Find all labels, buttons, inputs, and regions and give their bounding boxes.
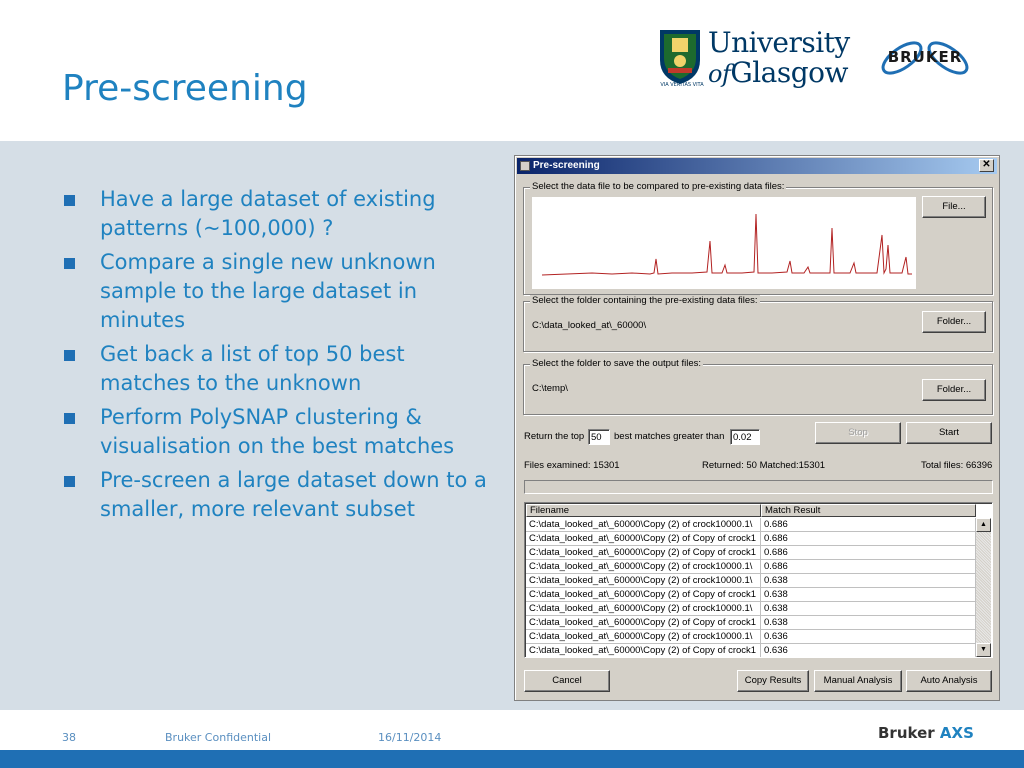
bullet-text: Pre-screen a large dataset down to a smaller, more relevant subset — [100, 468, 487, 521]
total-files-status: Total files: 66396 — [921, 460, 993, 471]
pre-screening-dialog — [514, 155, 1000, 701]
slide-header — [0, 0, 1024, 141]
filename-cell: C:\data_looked_at\_60000\Copy (2) of crock10000.1\ — [526, 560, 761, 573]
data-file-group — [523, 181, 993, 295]
table-row[interactable] — [526, 574, 977, 588]
bullet-text: Compare a single new unknown sample to the large dataset in minutes — [100, 250, 436, 332]
square-bullet-icon — [64, 476, 75, 487]
footer-date: 16/11/2014 — [378, 731, 442, 744]
data-folder-group-label: Select the folder containing the pre-existing data files: — [532, 295, 758, 306]
results-list-header — [526, 504, 976, 517]
output-folder-button[interactable]: Folder... — [922, 379, 986, 401]
filename-cell: C:\data_looked_at\_60000\Copy (2) of Copy of crock1 — [526, 644, 761, 657]
bullet-item — [62, 340, 487, 398]
data-folder-button[interactable]: Folder... — [922, 311, 986, 333]
page-number: 38 — [62, 731, 76, 744]
results-rows — [526, 518, 977, 658]
manual-analysis-button[interactable]: Manual Analysis — [814, 670, 902, 692]
filename-cell: C:\data_looked_at\_60000\Copy (2) of Copy of crock1 — [526, 616, 761, 629]
bruker-axs-main: Bruker — [878, 724, 935, 742]
table-row[interactable] — [526, 630, 977, 644]
diffraction-pattern-plot — [532, 197, 916, 289]
filename-cell: C:\data_looked_at\_60000\Copy (2) of crock10000.1\ — [526, 518, 761, 531]
uog-of: of — [708, 60, 731, 88]
uog-wordmark-line2 — [708, 56, 848, 89]
returned-status: Returned: 50 Matched:15301 — [702, 460, 826, 471]
square-bullet-icon — [64, 195, 75, 206]
output-folder-group-label: Select the folder to save the output files: — [532, 358, 701, 369]
table-row[interactable] — [526, 644, 977, 658]
confidential-label: Bruker Confidential — [165, 731, 272, 744]
square-bullet-icon — [64, 413, 75, 424]
filename-cell: C:\data_looked_at\_60000\Copy (2) of crock10000.1\ — [526, 630, 761, 643]
copy-results-button[interactable]: Copy Results — [737, 670, 809, 692]
match-cell: 0.636 — [761, 644, 976, 657]
bruker-logo — [872, 30, 978, 86]
table-row[interactable] — [526, 602, 977, 616]
auto-analysis-button[interactable]: Auto Analysis — [906, 670, 992, 692]
match-cell: 0.638 — [761, 602, 976, 615]
match-cell: 0.638 — [761, 574, 976, 587]
match-cell: 0.686 — [761, 560, 976, 573]
table-row[interactable] — [526, 560, 977, 574]
best-matches-label: best matches greater than — [614, 431, 725, 442]
top-count-input[interactable] — [588, 429, 610, 445]
filename-cell: C:\data_looked_at\_60000\Copy (2) of Copy of crock1 — [526, 532, 761, 545]
bullet-item — [62, 466, 487, 524]
results-list[interactable] — [524, 502, 993, 658]
bruker-wordmark: BRUKER — [887, 48, 963, 66]
data-folder-path: C:\data_looked_at\_60000\ — [532, 320, 647, 331]
stop-button[interactable]: Stop — [815, 422, 901, 444]
filename-cell: C:\data_looked_at\_60000\Copy (2) of crock10000.1\ — [526, 602, 761, 615]
return-top-label: Return the top — [524, 431, 585, 442]
data-folder-group — [523, 295, 993, 352]
bruker-axs-logo — [878, 724, 974, 742]
uog-glasgow: Glasgow — [730, 56, 848, 89]
results-scrollbar[interactable] — [976, 518, 991, 657]
match-cell: 0.686 — [761, 518, 976, 531]
bullet-item — [62, 185, 487, 243]
table-row[interactable] — [526, 532, 977, 546]
output-folder-path: C:\temp\ — [532, 383, 568, 394]
app-icon — [520, 161, 530, 171]
filename-cell: C:\data_looked_at\_60000\Copy (2) of Copy of crock1 — [526, 546, 761, 559]
square-bullet-icon — [64, 258, 75, 269]
footer-bar — [0, 750, 1024, 768]
slide-footer — [0, 710, 1024, 768]
table-row[interactable] — [526, 546, 977, 560]
match-cell: 0.686 — [761, 532, 976, 545]
table-row[interactable] — [526, 616, 977, 630]
match-cell: 0.686 — [761, 546, 976, 559]
dialog-titlebar[interactable] — [517, 158, 997, 174]
table-row[interactable] — [526, 588, 977, 602]
bruker-axs-accent: AXS — [939, 724, 974, 742]
match-cell: 0.638 — [761, 616, 976, 629]
dialog-title: Pre-screening — [533, 160, 600, 171]
bullet-text: Perform PolySNAP clustering & visualisation on the best matches — [100, 405, 455, 458]
filename-cell: C:\data_looked_at\_60000\Copy (2) of Copy of crock1 — [526, 588, 761, 601]
files-examined-status: Files examined: 15301 — [524, 460, 620, 471]
diffraction-pattern-line — [542, 214, 912, 275]
glasgow-crest-icon — [658, 28, 702, 86]
bullet-item — [62, 248, 487, 335]
file-button[interactable]: File... — [922, 196, 986, 218]
table-row[interactable] — [526, 518, 977, 532]
bullet-text: Get back a list of top 50 best matches to the unknown — [100, 342, 405, 395]
university-of-glasgow-logo — [658, 26, 858, 90]
close-button[interactable]: ✕ — [979, 159, 994, 172]
uog-motto: VIA VERITAS VITA — [660, 82, 704, 88]
match-cell: 0.636 — [761, 630, 976, 643]
filename-column-header[interactable]: Filename — [526, 504, 761, 517]
start-button[interactable]: Start — [906, 422, 992, 444]
progress-bar — [524, 480, 993, 494]
bullet-list — [62, 185, 487, 529]
scroll-down-arrow-icon[interactable]: ▼ — [976, 643, 991, 657]
bullet-item — [62, 403, 487, 461]
data-file-group-label: Select the data file to be compared to pre-existing data files: — [532, 181, 785, 192]
cancel-button[interactable]: Cancel — [524, 670, 610, 692]
bullet-text: Have a large dataset of existing patterns (~100,000) ? — [100, 187, 436, 240]
square-bullet-icon — [64, 350, 75, 361]
match-cell: 0.638 — [761, 588, 976, 601]
scroll-up-arrow-icon[interactable]: ▲ — [976, 518, 991, 532]
output-folder-group — [523, 358, 993, 415]
threshold-input[interactable] — [730, 429, 760, 445]
match-result-column-header[interactable]: Match Result — [761, 504, 976, 517]
slide-title: Pre-screening — [62, 68, 308, 109]
filename-cell: C:\data_looked_at\_60000\Copy (2) of crock10000.1\ — [526, 574, 761, 587]
uog-wordmark-line1: University — [708, 26, 850, 59]
